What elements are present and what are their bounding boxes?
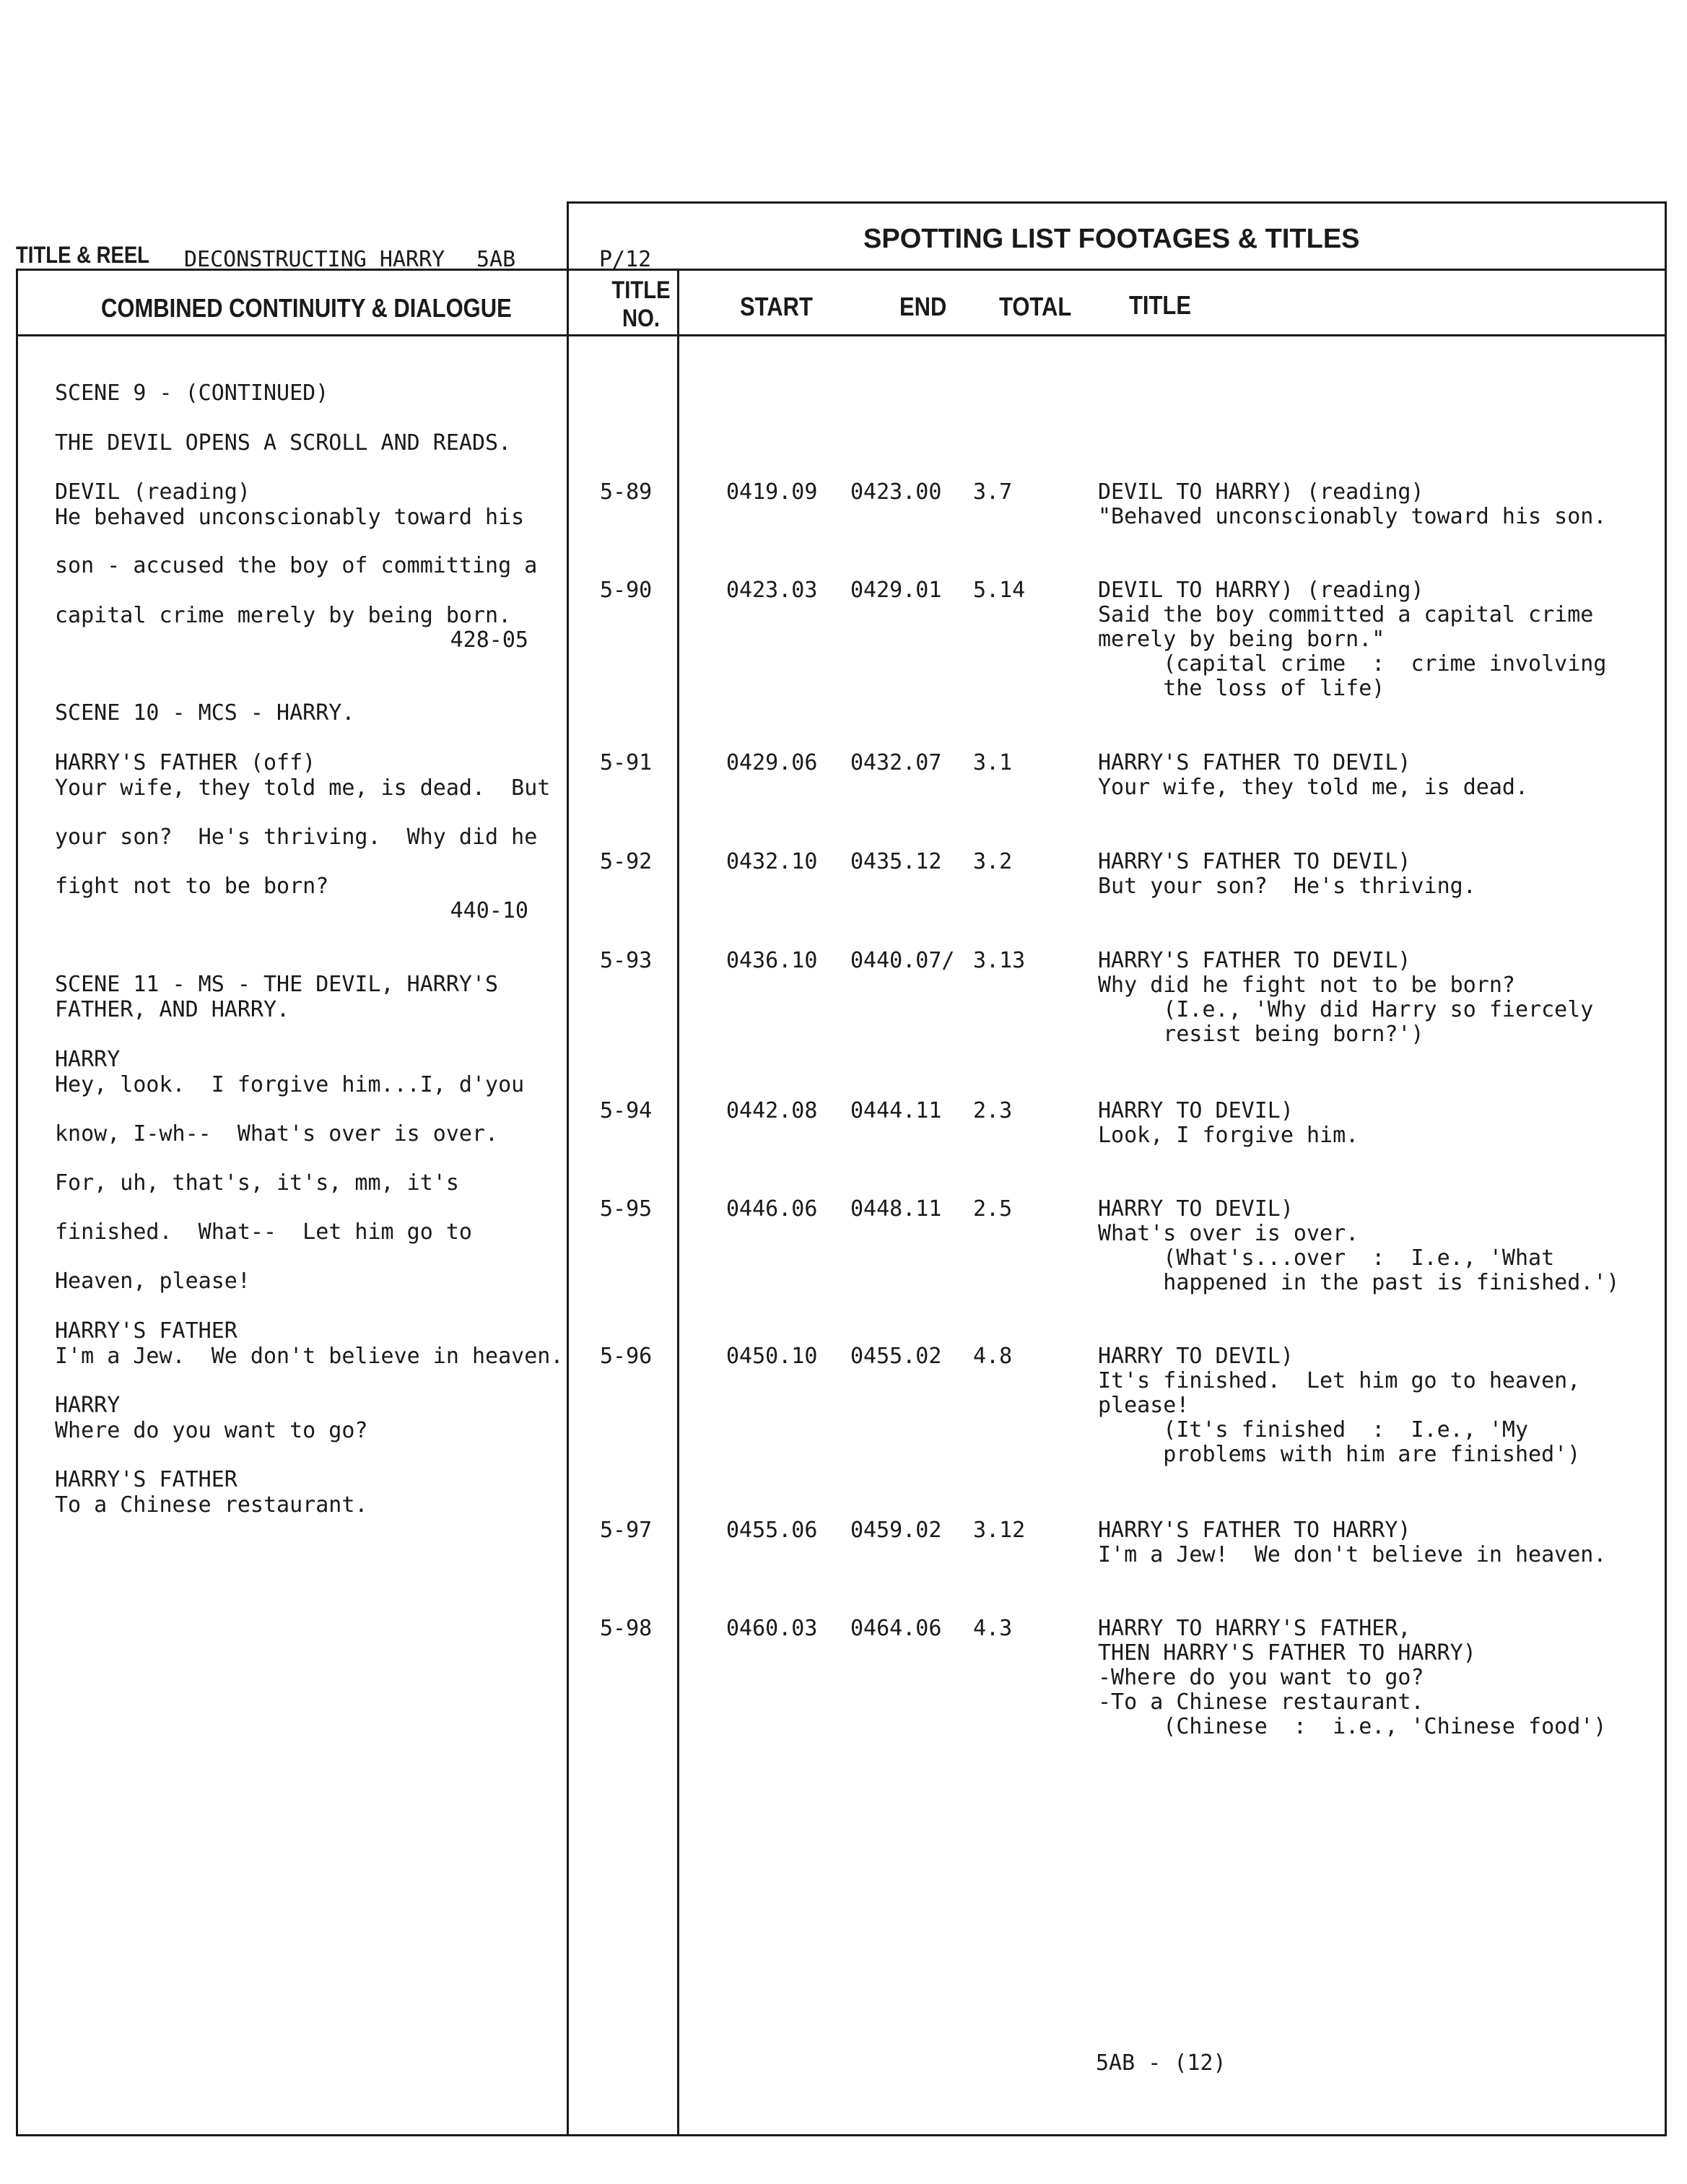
title-text-line: HARRY TO DEVIL) bbox=[1098, 1196, 1294, 1222]
title-text-line: (capital crime : crime involving bbox=[1098, 651, 1607, 676]
continuity-line: For, uh, that's, it's, mm, it's bbox=[55, 1170, 459, 1196]
title-row bbox=[0, 1616, 1687, 1739]
title-end: 0429.01 bbox=[850, 578, 942, 603]
title-text-line: -Where do you want to go? bbox=[1098, 1665, 1424, 1690]
col-end-heading: END bbox=[899, 292, 947, 321]
title-start: 0436.10 bbox=[726, 948, 818, 973]
title-text-line: But your son? He's thriving. bbox=[1098, 874, 1476, 899]
title-text-line: please! bbox=[1098, 1393, 1190, 1418]
frame-titleno-divider bbox=[677, 269, 679, 2136]
continuity-line: HARRY'S FATHER bbox=[55, 1467, 237, 1492]
title-start: 0455.06 bbox=[726, 1518, 818, 1543]
title-text-line: the loss of life) bbox=[1098, 676, 1385, 701]
title-start: 0432.10 bbox=[726, 849, 818, 874]
continuity-line: HARRY'S FATHER bbox=[55, 1318, 237, 1344]
film-title: DECONSTRUCTING HARRY bbox=[184, 247, 445, 272]
col-title-heading: TITLE bbox=[1129, 290, 1191, 320]
continuity-line: SCENE 9 - (CONTINUED) bbox=[55, 380, 329, 406]
continuity-line: FATHER, AND HARRY. bbox=[55, 997, 290, 1022]
continuity-line: THE DEVIL OPENS A SCROLL AND READS. bbox=[55, 430, 512, 456]
title-no: 5-96 bbox=[600, 1344, 653, 1369]
frame-right-edge bbox=[1665, 201, 1667, 2136]
continuity-line: I'm a Jew. We don't believe in heaven. bbox=[55, 1344, 564, 1369]
title-no-line2: NO. bbox=[622, 305, 660, 332]
continuity-line: DEVIL (reading) bbox=[55, 479, 250, 505]
footage-ref: 428-05 bbox=[450, 627, 528, 653]
title-text-line: THEN HARRY'S FATHER TO HARRY) bbox=[1098, 1640, 1476, 1666]
title-no-heading bbox=[598, 277, 684, 333]
continuity-line: HARRY'S FATHER (off) bbox=[55, 750, 316, 775]
frame-spotting-divider bbox=[567, 201, 569, 2136]
frame-header-bottom bbox=[16, 334, 1667, 336]
title-start: 0446.06 bbox=[726, 1196, 818, 1222]
title-text-line: (What's...over : I.e., 'What bbox=[1098, 1245, 1555, 1271]
title-start: 0460.03 bbox=[726, 1616, 818, 1641]
title-start: 0429.06 bbox=[726, 750, 818, 775]
frame-top-right bbox=[567, 201, 1667, 204]
continuity-line: SCENE 11 - MS - THE DEVIL, HARRY'S bbox=[55, 972, 499, 997]
title-no: 5-98 bbox=[600, 1616, 653, 1641]
title-end: 0448.11 bbox=[850, 1196, 942, 1222]
title-no: 5-90 bbox=[600, 578, 653, 603]
title-text-line: It's finished. Let him go to heaven, bbox=[1098, 1368, 1581, 1393]
title-text-line: Your wife, they told me, is dead. bbox=[1098, 775, 1529, 800]
title-text-line: problems with him are finished') bbox=[1098, 1442, 1581, 1467]
title-text-line: "Behaved unconscionably toward his son. bbox=[1098, 504, 1607, 529]
title-text-line: (I.e., 'Why did Harry so fiercely bbox=[1098, 997, 1594, 1022]
continuity-line: HARRY bbox=[55, 1393, 121, 1418]
title-total: 4.8 bbox=[973, 1344, 1013, 1369]
col-start-heading: START bbox=[740, 292, 813, 321]
title-no: 5-94 bbox=[600, 1098, 653, 1123]
title-total: 3.1 bbox=[973, 750, 1013, 775]
spotting-heading: SPOTTING LIST FOOTAGES & TITLES bbox=[863, 224, 1360, 254]
title-total: 3.2 bbox=[973, 849, 1013, 874]
title-no: 5-93 bbox=[600, 948, 653, 973]
title-total: 3.13 bbox=[973, 948, 1026, 973]
title-text-line: Said the boy committed a capital crime bbox=[1098, 602, 1594, 627]
title-start: 0442.08 bbox=[726, 1098, 818, 1123]
title-text-line: HARRY'S FATHER TO DEVIL) bbox=[1098, 948, 1411, 973]
title-no: 5-91 bbox=[600, 750, 653, 775]
title-end: 0444.11 bbox=[850, 1098, 942, 1123]
continuity-heading: COMBINED CONTINUITY & DIALOGUE bbox=[101, 293, 512, 323]
continuity-line: Where do you want to go? bbox=[55, 1418, 368, 1443]
title-total: 3.12 bbox=[973, 1518, 1026, 1543]
title-no: 5-97 bbox=[600, 1518, 653, 1543]
title-no: 5-89 bbox=[600, 479, 653, 505]
footage-ref: 440-10 bbox=[450, 898, 528, 923]
continuity-line: He behaved unconscionably toward his bbox=[55, 505, 525, 530]
continuity-line: finished. What-- Let him go to bbox=[55, 1219, 472, 1245]
continuity-line: HARRY bbox=[55, 1047, 121, 1072]
title-end: 0432.07 bbox=[850, 750, 942, 775]
title-end: 0440.07/ bbox=[850, 948, 955, 973]
continuity-line: Hey, look. I forgive him...I, d'you bbox=[55, 1072, 525, 1097]
title-total: 2.5 bbox=[973, 1196, 1013, 1222]
title-no: 5-95 bbox=[600, 1196, 653, 1222]
title-end: 0464.06 bbox=[850, 1616, 942, 1641]
title-text-line: merely by being born." bbox=[1098, 627, 1385, 652]
title-reel-label: TITLE & REEL bbox=[16, 242, 149, 268]
title-no: 5-92 bbox=[600, 849, 653, 874]
title-text-line: HARRY'S FATHER TO HARRY) bbox=[1098, 1518, 1411, 1543]
title-total: 4.3 bbox=[973, 1616, 1013, 1641]
title-text-line: HARRY TO DEVIL) bbox=[1098, 1344, 1294, 1369]
continuity-line: Your wife, they told me, is dead. But bbox=[55, 775, 551, 801]
title-end: 0459.02 bbox=[850, 1518, 942, 1543]
continuity-line: son - accused the boy of committing a bbox=[55, 553, 538, 578]
continuity-line: capital crime merely by being born. bbox=[55, 603, 512, 628]
col-total-heading: TOTAL bbox=[999, 292, 1072, 321]
continuity-line: fight not to be born? bbox=[55, 874, 329, 899]
title-text-line: happened in the past is finished.') bbox=[1098, 1270, 1620, 1295]
title-text-line: What's over is over. bbox=[1098, 1221, 1359, 1246]
title-start: 0450.10 bbox=[726, 1344, 818, 1369]
continuity-line: Heaven, please! bbox=[55, 1269, 250, 1294]
title-no-line1: TITLE bbox=[611, 277, 671, 304]
title-text-line: HARRY TO DEVIL) bbox=[1098, 1098, 1294, 1123]
title-text-line: Why did he fight not to be born? bbox=[1098, 973, 1515, 998]
title-text-line: HARRY'S FATHER TO DEVIL) bbox=[1098, 750, 1411, 775]
title-text-line: Look, I forgive him. bbox=[1098, 1123, 1359, 1148]
title-text-line: (It's finished : I.e., 'My bbox=[1098, 1417, 1529, 1443]
page-number: 5AB - (12) bbox=[1096, 2050, 1226, 2076]
page-ref: P/12 bbox=[599, 247, 652, 272]
continuity-line: To a Chinese restaurant. bbox=[55, 1492, 368, 1518]
title-total: 2.3 bbox=[973, 1098, 1013, 1123]
title-text-line: (Chinese : i.e., 'Chinese food') bbox=[1098, 1714, 1607, 1739]
continuity-line: your son? He's thriving. Why did he bbox=[55, 825, 538, 850]
frame-left-edge bbox=[16, 269, 18, 2136]
continuity-line: SCENE 10 - MCS - HARRY. bbox=[55, 700, 355, 726]
title-text-line: resist being born?') bbox=[1098, 1022, 1424, 1047]
title-text-line: DEVIL TO HARRY) (reading) bbox=[1098, 479, 1424, 505]
title-start: 0423.03 bbox=[726, 578, 818, 603]
title-text-line: I'm a Jew! We don't believe in heaven. bbox=[1098, 1542, 1607, 1567]
title-end: 0435.12 bbox=[850, 849, 942, 874]
title-start: 0419.09 bbox=[726, 479, 818, 505]
title-total: 5.14 bbox=[973, 578, 1026, 603]
title-text-line: -To a Chinese restaurant. bbox=[1098, 1689, 1424, 1715]
title-text-line: HARRY TO HARRY'S FATHER, bbox=[1098, 1616, 1411, 1641]
reel-number: 5AB bbox=[476, 247, 516, 272]
frame-bottom bbox=[16, 2134, 1667, 2136]
title-total: 3.7 bbox=[973, 479, 1013, 505]
title-end: 0423.00 bbox=[850, 479, 942, 505]
title-text-line: DEVIL TO HARRY) (reading) bbox=[1098, 578, 1424, 603]
continuity-line: know, I-wh-- What's over is over. bbox=[55, 1121, 499, 1147]
title-end: 0455.02 bbox=[850, 1344, 942, 1369]
title-text-line: HARRY'S FATHER TO DEVIL) bbox=[1098, 849, 1411, 874]
